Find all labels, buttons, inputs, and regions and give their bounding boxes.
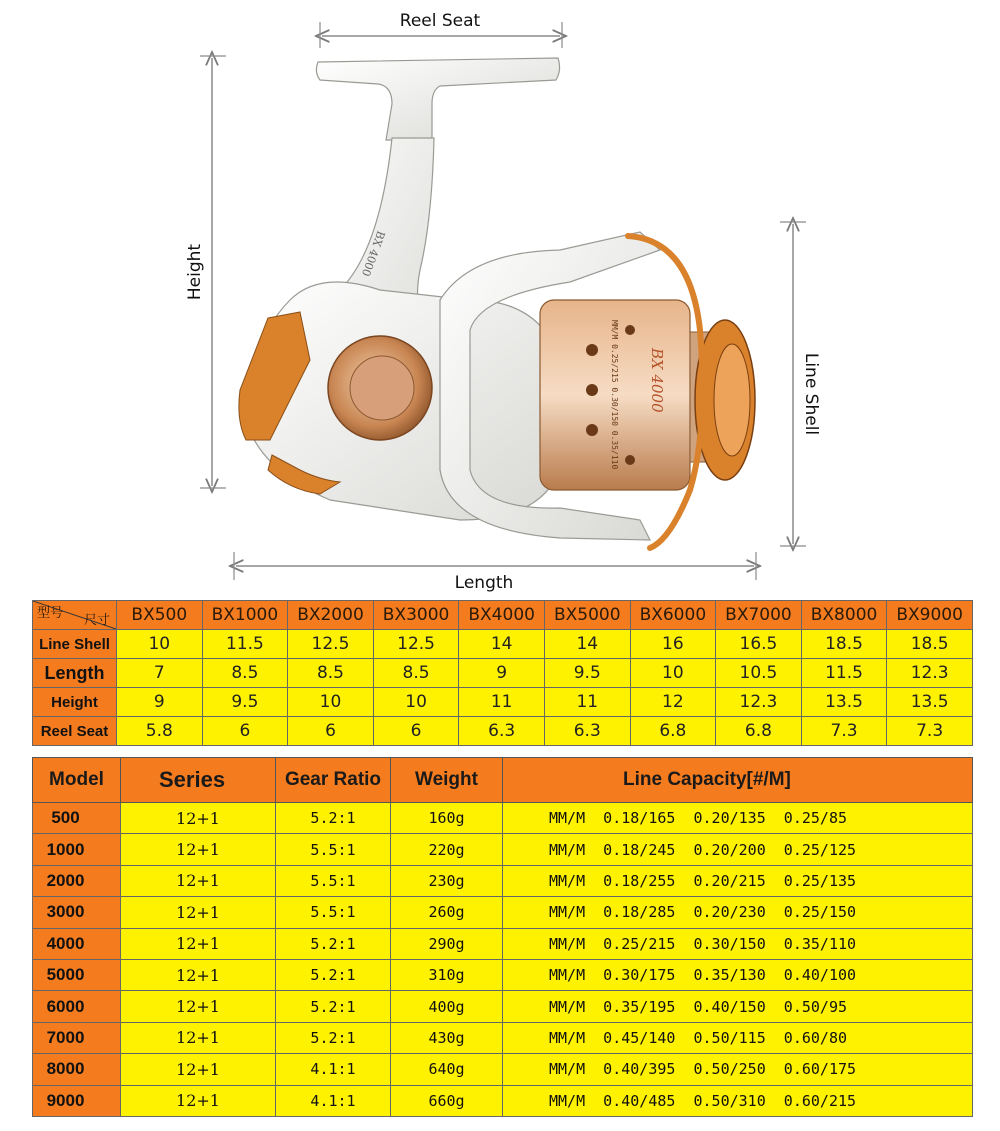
spec-weight-cell: 290g (391, 928, 503, 959)
size-cell: 7.3 (801, 717, 887, 746)
size-cell: 6.8 (716, 717, 802, 746)
spec-weight-cell: 660g (391, 1085, 503, 1116)
spec-series-cell: 12+1 (121, 803, 276, 834)
size-cell: 6 (373, 717, 459, 746)
spec-row (33, 959, 973, 990)
size-cell: 11.5 (202, 630, 288, 659)
spec-series-cell: 12+1 (121, 928, 276, 959)
spec-model-cell: 6000 (33, 991, 121, 1022)
size-cell: 6 (288, 717, 374, 746)
size-row-label: Height (33, 688, 117, 717)
size-cell: 8.5 (373, 659, 459, 688)
size-cell: 14 (544, 630, 630, 659)
size-model-header: BX1000 (202, 601, 288, 630)
spec-model-cell: 7000 (33, 1022, 121, 1053)
spec-capacity-cell: MM/M 0.35/195 0.40/150 0.50/95 (503, 991, 973, 1022)
spec-gear-cell: 4.1:1 (276, 1085, 391, 1116)
size-cell: 6.3 (544, 717, 630, 746)
spec-gear-cell: 5.2:1 (276, 928, 391, 959)
spec-model-cell: 9000 (33, 1085, 121, 1116)
spec-capacity-cell: MM/M 0.18/245 0.20/200 0.25/125 (503, 834, 973, 865)
size-row-reel-seat (33, 717, 973, 746)
size-cell: 6 (202, 717, 288, 746)
corner-size-label: 尺寸 (83, 613, 110, 628)
spec-capacity-cell: MM/M 0.40/485 0.50/310 0.60/215 (503, 1085, 973, 1116)
spec-model-cell: 3000 (33, 897, 121, 928)
size-cell: 7.3 (887, 717, 973, 746)
spec-series-cell: 12+1 (121, 865, 276, 896)
size-cell: 12.5 (373, 630, 459, 659)
spec-series-cell: 12+1 (121, 1085, 276, 1116)
size-cell: 6.3 (459, 717, 545, 746)
size-table (32, 600, 973, 746)
size-cell: 10.5 (716, 659, 802, 688)
spec-capacity-cell: MM/M 0.18/285 0.20/230 0.25/150 (503, 897, 973, 928)
size-cell: 6.8 (630, 717, 716, 746)
size-cell: 16 (630, 630, 716, 659)
spec-row (33, 1085, 973, 1116)
size-model-header: BX3000 (373, 601, 459, 630)
size-row-height (33, 688, 973, 717)
spec-series-cell: 12+1 (121, 897, 276, 928)
size-cell: 11 (544, 688, 630, 717)
size-row-label: Reel Seat (33, 717, 117, 746)
size-row-length (33, 659, 973, 688)
size-cell: 18.5 (801, 630, 887, 659)
spec-weight-cell: 400g (391, 991, 503, 1022)
size-cell: 9 (117, 688, 203, 717)
spec-gear-cell: 5.5:1 (276, 865, 391, 896)
spec-row (33, 1022, 973, 1053)
line-shell-label: Line Shell (801, 352, 821, 436)
size-cell: 7 (117, 659, 203, 688)
size-cell: 9 (459, 659, 545, 688)
spec-row (33, 865, 973, 896)
spec-series-cell: 12+1 (121, 959, 276, 990)
size-cell: 12.3 (887, 659, 973, 688)
size-model-header: BX9000 (887, 601, 973, 630)
spec-weight-cell: 230g (391, 865, 503, 896)
spec-model-cell: 2000 (33, 865, 121, 896)
spec-capacity-cell: MM/M 0.18/255 0.20/215 0.25/135 (503, 865, 973, 896)
spec-model-cell: 1000 (33, 834, 121, 865)
spec-row (33, 1054, 973, 1085)
spec-row (33, 834, 973, 865)
spec-weight-cell: 310g (391, 959, 503, 990)
size-cell: 11.5 (801, 659, 887, 688)
size-model-header: BX2000 (288, 601, 374, 630)
line-capacity-column-header: Line Capacity[#/M] (503, 758, 973, 803)
spool-model-text: BX 4000 (648, 348, 666, 413)
reel-illustration (239, 58, 755, 548)
size-row-line-shell (33, 630, 973, 659)
reel-seat-label: Reel Seat (399, 11, 481, 31)
size-cell: 13.5 (887, 688, 973, 717)
spec-series-cell: 12+1 (121, 834, 276, 865)
spec-series-cell: 12+1 (121, 991, 276, 1022)
weight-column-header: Weight (391, 758, 503, 803)
spec-table (32, 757, 973, 1117)
size-model-header: BX6000 (630, 601, 716, 630)
height-label: Height (185, 243, 205, 301)
spec-gear-cell: 4.1:1 (276, 1054, 391, 1085)
gear-ratio-column-header: Gear Ratio (276, 758, 391, 803)
spec-weight-cell: 430g (391, 1022, 503, 1053)
arm-model-text: BX 4000 (358, 228, 388, 278)
spec-row (33, 897, 973, 928)
model-column-header: Model (33, 758, 121, 803)
size-model-header: BX500 (117, 601, 203, 630)
spool-capacity-text: MM/M 0.25/215 0.30/150 0.35/110 (610, 320, 619, 470)
size-cell: 14 (459, 630, 545, 659)
spec-capacity-cell: MM/M 0.30/175 0.35/130 0.40/100 (503, 959, 973, 990)
size-cell: 9.5 (544, 659, 630, 688)
spec-model-cell: 5000 (33, 959, 121, 990)
spec-gear-cell: 5.5:1 (276, 834, 391, 865)
size-cell: 9.5 (202, 688, 288, 717)
size-cell: 16.5 (716, 630, 802, 659)
spec-capacity-cell: MM/M 0.18/165 0.20/135 0.25/85 (503, 803, 973, 834)
spec-weight-cell: 220g (391, 834, 503, 865)
size-row-label: Line Shell (33, 630, 117, 659)
spec-gear-cell: 5.2:1 (276, 1022, 391, 1053)
spec-gear-cell: 5.5:1 (276, 897, 391, 928)
size-cell: 10 (117, 630, 203, 659)
size-cell: 8.5 (288, 659, 374, 688)
spec-model-cell: 8000 (33, 1054, 121, 1085)
size-cell: 10 (630, 659, 716, 688)
spec-row (33, 803, 973, 834)
spec-weight-cell: 640g (391, 1054, 503, 1085)
spec-gear-cell: 5.2:1 (276, 959, 391, 990)
size-model-header: BX5000 (544, 601, 630, 630)
size-model-header: BX7000 (716, 601, 802, 630)
length-label: Length (454, 573, 514, 593)
spec-capacity-cell: MM/M 0.45/140 0.50/115 0.60/80 (503, 1022, 973, 1053)
series-column-header: Series (121, 758, 276, 803)
corner-model-label: 型号 (37, 606, 64, 621)
spec-model-cell: 4000 (33, 928, 121, 959)
spec-series-cell: 12+1 (121, 1022, 276, 1053)
spec-weight-cell: 160g (391, 803, 503, 834)
spec-gear-cell: 5.2:1 (276, 803, 391, 834)
size-cell: 13.5 (801, 688, 887, 717)
spec-gear-cell: 5.2:1 (276, 991, 391, 1022)
size-table-header-row (33, 601, 973, 630)
size-cell: 11 (459, 688, 545, 717)
spec-weight-cell: 260g (391, 897, 503, 928)
size-cell: 5.8 (117, 717, 203, 746)
spec-header-row (33, 758, 973, 803)
size-cell: 10 (288, 688, 374, 717)
spec-capacity-cell: MM/M 0.25/215 0.30/150 0.35/110 (503, 928, 973, 959)
size-cell: 12.5 (288, 630, 374, 659)
spec-series-cell: 12+1 (121, 1054, 276, 1085)
spec-row (33, 991, 973, 1022)
size-row-label: Length (33, 659, 117, 688)
spec-capacity-cell: MM/M 0.40/395 0.50/250 0.60/175 (503, 1054, 973, 1085)
size-model-header: BX8000 (801, 601, 887, 630)
size-cell: 12.3 (716, 688, 802, 717)
size-cell: 8.5 (202, 659, 288, 688)
size-cell: 18.5 (887, 630, 973, 659)
size-cell: 12 (630, 688, 716, 717)
spec-model-cell: 500 (33, 803, 121, 834)
size-cell: 10 (373, 688, 459, 717)
size-model-header: BX4000 (459, 601, 545, 630)
size-table-corner (33, 601, 117, 630)
spec-row (33, 928, 973, 959)
